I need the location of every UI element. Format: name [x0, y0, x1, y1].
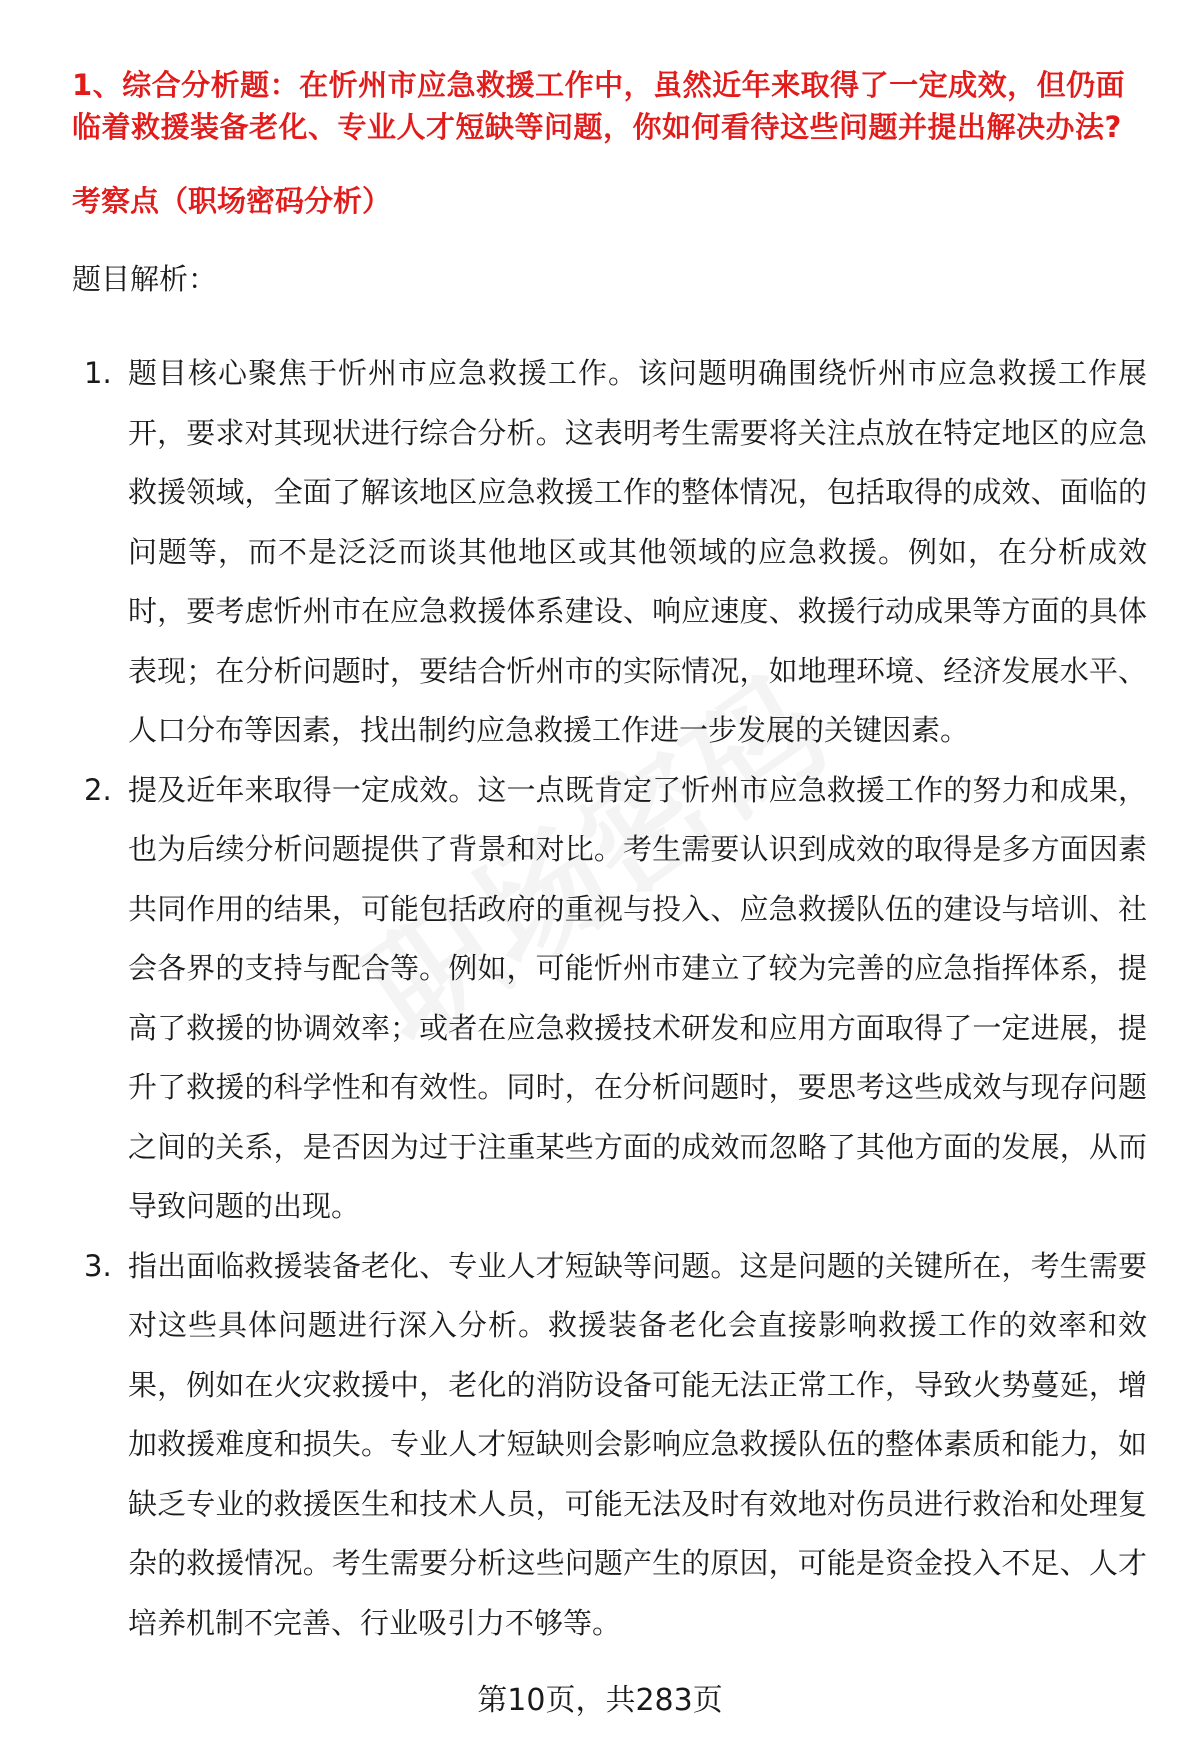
- list-item: [72, 344, 1147, 761]
- exam-point-heading: 考察点（职场密码分析）: [72, 184, 392, 218]
- analysis-label: 题目解析：: [72, 262, 218, 296]
- list-item-number: 1.: [84, 356, 112, 390]
- analysis-list: [72, 344, 1147, 1653]
- question-heading: 1、综合分析题：在忻州市应急救援工作中，虽然近年来取得了一定成效，但仍面临着救援装备老化、专业人才短缺等问题，你如何看待这些问题并提出解决办法?: [72, 68, 1126, 144]
- list-item-number: 2.: [84, 772, 112, 807]
- list-item: [72, 761, 1147, 1237]
- list-item-number: 3.: [84, 1248, 112, 1283]
- list-item-text: 题目核心聚焦于忻州市应急救援工作。该问题明确围绕忻州市应急救援工作展开，要求对其现状进行综合分析。这表明考生需要将关注点放在特定地区的应急救援领域，全面了解该地区应急救援工作的整体情况，包括取得的成效、面临的问题等，而不是泛泛而谈其他地区或其他领域的应急救援。例如，在分析成效时，要考虑忻州市在应急救援体系建设、响应速度、救援行动成果等方面的具体表现；在分析问题时，要结合忻州市的实际情况，如地理环境、经济发展水平、人口分布等因素，找出制约应急救援工作进一步发展的关键因素。: [128, 356, 1147, 747]
- list-item: [72, 1237, 1147, 1654]
- list-item-text: 指出面临救援装备老化、专业人才短缺等问题。这是问题的关键所在，考生需要对这些具体问题进行深入分析。救援装备老化会直接影响救援工作的效率和效果，例如在火灾救援中，老化的消防设备可能无法正常工作，导致火势蔓延，增加救援难度和损失。专业人才短缺则会影响应急救援队伍的整体素质和能力，如缺乏专业的救援医生和技术人员，可能无法及时有效地对伤员进行救治和处理复杂的救援情况。考生需要分析这些问题产生的原因，可能是资金投入不足、人才培养机制不完善、行业吸引力不够等。: [128, 1248, 1147, 1640]
- page-number-footer: 第10页，共283页: [477, 1683, 723, 1718]
- list-item-text: 提及近年来取得一定成效。这一点既肯定了忻州市应急救援工作的努力和成果，也为后续分析问题提供了背景和对比。考生需要认识到成效的取得是多方面因素共同作用的结果，可能包括政府的重视与投入、应急救援队伍的建设与培训、社会各界的支持与配合等。例如，可能忻州市建立了较为完善的应急指挥体系，提高了救援的协调效率；或者在应急救援技术研发和应用方面取得了一定进展，提升了救援的科学性和有效性。同时，在分析问题时，要思考这些成效与现存问题之间的关系，是否因为过于注重某些方面的成效而忽略了其他方面的发展，从而导致问题的出现。: [128, 772, 1147, 1223]
